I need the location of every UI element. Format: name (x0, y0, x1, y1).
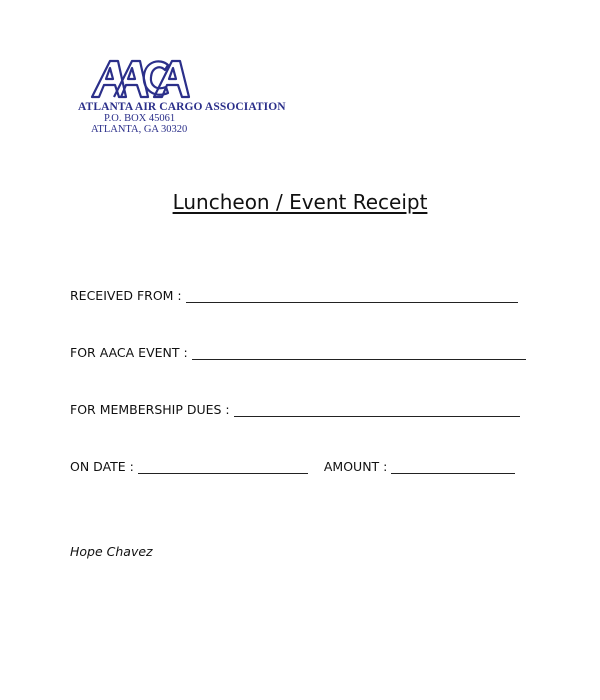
for-event-field (70, 345, 526, 360)
city-line: ATLANTA, GA 30320 (91, 124, 188, 135)
for-dues-label: FOR MEMBERSHIP DUES : (70, 402, 230, 417)
document-title: Luncheon / Event Receipt (172, 190, 428, 214)
on-date-input[interactable] (138, 461, 308, 474)
organization-name: ATLANTA AIR CARGO ASSOCIATION (78, 101, 286, 113)
amount-label: AMOUNT : (323, 459, 388, 474)
signer-name: Hope Chavez (70, 544, 153, 559)
received-from-field (70, 288, 518, 303)
amount-input[interactable] (391, 461, 515, 474)
on-date-label: ON DATE : (70, 459, 134, 474)
received-from-label: RECEIVED FROM : (70, 288, 182, 303)
aaca-logo (88, 55, 193, 101)
po-box: P.O. BOX 45061 (104, 113, 176, 124)
aaca-logo-icon (88, 55, 193, 101)
for-dues-input[interactable] (234, 404, 520, 417)
for-dues-field (70, 402, 520, 417)
for-event-input[interactable] (192, 347, 526, 360)
for-event-label: FOR AACA EVENT : (70, 345, 188, 360)
received-from-input[interactable] (186, 290, 518, 303)
date-amount-row (70, 459, 515, 474)
